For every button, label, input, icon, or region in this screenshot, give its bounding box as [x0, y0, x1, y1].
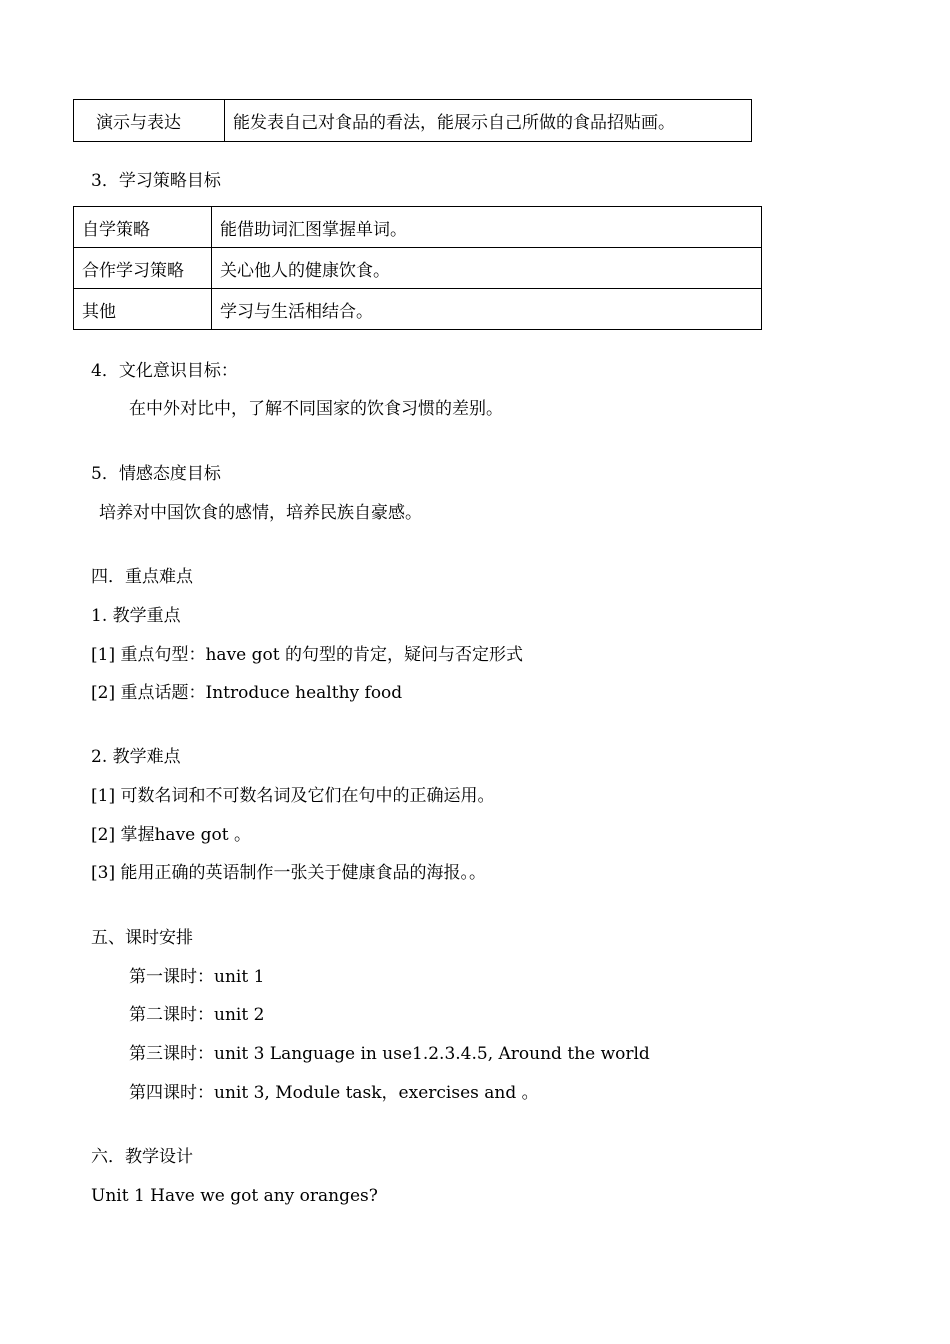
table-row [74, 289, 762, 330]
part4-heading: 四．重点难点 [91, 567, 193, 587]
performance-table [73, 99, 752, 142]
table-row [74, 207, 762, 248]
table-cell-label: 演示与表达 [74, 100, 225, 142]
strategy-table [73, 206, 762, 330]
part5-heading: 五、课时安排 [91, 928, 193, 948]
table-row [74, 248, 762, 289]
lesson-item: 第四课时：unit 3, Module task，exercises and 。 [129, 1083, 539, 1103]
lesson-item: 第一课时：unit 1 [129, 967, 265, 987]
section4-heading: 4．文化意识目标： [91, 361, 238, 381]
difficulty-point: [3] 能用正确的英语制作一张关于健康食品的海报。。 [91, 863, 486, 883]
section4-body: 在中外对比中，了解不同国家的饮食习惯的差别。 [129, 399, 503, 419]
table-cell-label: 合作学习策略 [74, 248, 212, 289]
difficulty-point: [1] 可数名词和不可数名词及它们在句中的正确运用。 [91, 786, 495, 806]
table-row [74, 100, 752, 142]
difficulty-point: [2] 掌握have got 。 [91, 825, 251, 845]
focus-point: [2] 重点话题：Introduce healthy food [91, 683, 403, 703]
table-cell-text: 能借助词汇图掌握单词。 [212, 207, 762, 248]
table-cell-text: 关心他人的健康饮食。 [212, 248, 762, 289]
part6-heading: 六．教学设计 [91, 1147, 193, 1167]
section5-heading: 5．情感态度目标 [91, 464, 221, 484]
section3-heading: 3．学习策略目标 [91, 171, 221, 191]
lesson-item: 第三课时：unit 3 Language in use1.2.3.4.5, Around the world [129, 1044, 650, 1064]
unit-title: Unit 1 Have we got any oranges? [91, 1186, 378, 1206]
table-cell-text: 学习与生活相结合。 [212, 289, 762, 330]
section5-body: 培养对中国饮食的感情，培养民族自豪感。 [99, 503, 422, 523]
lesson-item: 第二课时：unit 2 [129, 1005, 265, 1025]
part4-subheading-difficulty: 2. 教学难点 [91, 747, 181, 767]
part4-subheading-focus: 1. 教学重点 [91, 606, 181, 626]
table-cell-label: 其他 [74, 289, 212, 330]
table-cell-text: 能发表自己对食品的看法，能展示自己所做的食品招贴画。 [225, 100, 752, 142]
table-cell-label: 自学策略 [74, 207, 212, 248]
focus-point: [1] 重点句型：have got 的句型的肯定，疑问与否定形式 [91, 645, 523, 665]
